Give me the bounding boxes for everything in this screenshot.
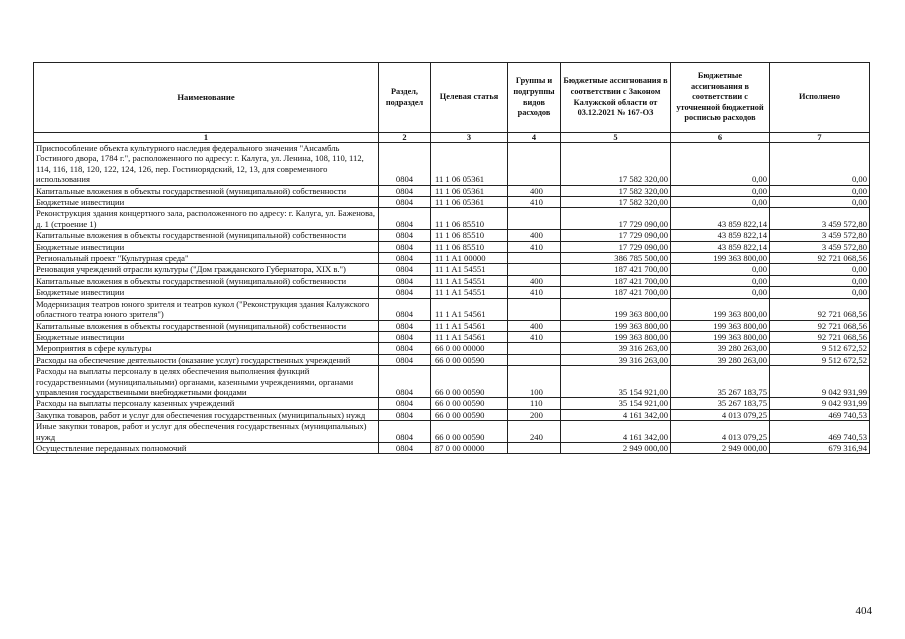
row-name: Капитальные вложения в объекты государственной (муниципальной) собственности <box>34 230 379 241</box>
row-executed: 9 042 931,99 <box>770 398 870 409</box>
row-name: Осуществление переданных полномочий <box>34 442 379 453</box>
header-budget-law: Бюджетные ассигнования в соответствии с Законом Калужской области от 03.12.2021 № 167-ОЗ <box>561 63 671 133</box>
row-budget-list: 0,00 <box>671 264 770 275</box>
row-executed: 679 316,94 <box>770 442 870 453</box>
row-executed: 0,00 <box>770 197 870 208</box>
row-section: 0804 <box>379 241 431 252</box>
page-number: 404 <box>855 605 872 617</box>
row-executed: 92 721 068,56 <box>770 331 870 342</box>
row-name: Реконструкция здания концертного зала, расположенного по адресу: г. Калуга, ул. Баженова, д. 1 (строение 1) <box>34 208 379 230</box>
row-group <box>508 343 561 354</box>
row-section: 0804 <box>379 287 431 298</box>
row-budget-law: 17 729 090,00 <box>561 241 671 252</box>
row-name: Капитальные вложения в объекты государственной (муниципальной) собственности <box>34 320 379 331</box>
table-row <box>34 331 870 342</box>
row-section: 0804 <box>379 398 431 409</box>
row-budget-law: 17 729 090,00 <box>561 230 671 241</box>
row-budget-law: 187 421 700,00 <box>561 275 671 286</box>
row-executed: 0,00 <box>770 143 870 186</box>
table-row <box>34 421 870 443</box>
row-target: 11 1 A1 54561 <box>431 331 508 342</box>
row-name: Иные закупки товаров, работ и услуг для обеспечения государственных (муниципальных) нужд <box>34 421 379 443</box>
row-section: 0804 <box>379 185 431 196</box>
row-target: 66 0 00 00000 <box>431 343 508 354</box>
row-name: Бюджетные инвестиции <box>34 197 379 208</box>
row-section: 0804 <box>379 442 431 453</box>
row-group: 200 <box>508 409 561 420</box>
row-executed: 92 721 068,56 <box>770 253 870 264</box>
row-section: 0804 <box>379 409 431 420</box>
table-row <box>34 409 870 420</box>
row-section: 0804 <box>379 143 431 186</box>
row-budget-law: 17 729 090,00 <box>561 208 671 230</box>
row-budget-law: 199 363 800,00 <box>561 320 671 331</box>
row-group: 110 <box>508 398 561 409</box>
row-name: Мероприятия в сфере культуры <box>34 343 379 354</box>
table-row <box>34 343 870 354</box>
header-groups: Группы и подгруппы видов расходов <box>508 63 561 133</box>
row-name: Расходы на выплаты персоналу в целях обеспечения выполнения функций государственными (муниципальными) органами, казенными учреждениями, органами управления государственными внебюджетными фондами <box>34 366 379 398</box>
row-target: 11 1 06 05361 <box>431 143 508 186</box>
row-budget-list: 39 280 263,00 <box>671 343 770 354</box>
row-budget-list: 4 013 079,25 <box>671 409 770 420</box>
row-budget-law: 17 582 320,00 <box>561 185 671 196</box>
row-budget-law: 199 363 800,00 <box>561 298 671 320</box>
row-budget-law: 187 421 700,00 <box>561 287 671 298</box>
row-group <box>508 298 561 320</box>
row-name: Приспособление объекта культурного наследия федерального значения "Ансамбль Гостиного двора, 1784 г.", расположенного по адресу: г. Калуга, ул. Ленина, 108, 110, 112, 114, 116, 118, 120, 122, 124, 126, пер. Гостинорядский, 12, 13, для современного использования <box>34 143 379 186</box>
row-budget-law: 4 161 342,00 <box>561 421 671 443</box>
row-group: 400 <box>508 275 561 286</box>
row-budget-list: 35 267 183,75 <box>671 398 770 409</box>
row-section: 0804 <box>379 197 431 208</box>
row-target: 66 0 00 00590 <box>431 354 508 365</box>
row-budget-law: 35 154 921,00 <box>561 366 671 398</box>
table-row <box>34 320 870 331</box>
row-target: 11 1 06 85510 <box>431 208 508 230</box>
row-executed: 3 459 572,80 <box>770 208 870 230</box>
table-row <box>34 354 870 365</box>
column-number: 1 <box>34 133 379 143</box>
row-group: 240 <box>508 421 561 443</box>
row-name: Бюджетные инвестиции <box>34 287 379 298</box>
row-budget-list: 0,00 <box>671 287 770 298</box>
row-target: 11 1 A1 54551 <box>431 264 508 275</box>
row-target: 66 0 00 00590 <box>431 366 508 398</box>
header-executed: Исполнено <box>770 63 870 133</box>
row-section: 0804 <box>379 208 431 230</box>
row-budget-list: 0,00 <box>671 143 770 186</box>
row-budget-list: 0,00 <box>671 275 770 286</box>
row-section: 0804 <box>379 354 431 365</box>
row-section: 0804 <box>379 230 431 241</box>
row-budget-law: 39 316 263,00 <box>561 354 671 365</box>
row-executed: 9 512 672,52 <box>770 343 870 354</box>
row-executed: 92 721 068,56 <box>770 298 870 320</box>
row-budget-list: 199 363 800,00 <box>671 331 770 342</box>
row-section: 0804 <box>379 264 431 275</box>
row-executed: 9 042 931,99 <box>770 366 870 398</box>
row-budget-law: 4 161 342,00 <box>561 409 671 420</box>
row-target: 66 0 00 00590 <box>431 421 508 443</box>
column-number-row <box>34 133 870 143</box>
row-name: Реновация учреждений отрасли культуры ("Дом гражданского Губернатора, XIX в.") <box>34 264 379 275</box>
row-executed: 469 740,53 <box>770 409 870 420</box>
column-number: 7 <box>770 133 870 143</box>
header-section: Раздел, подраздел <box>379 63 431 133</box>
table-row <box>34 398 870 409</box>
row-budget-list: 39 280 263,00 <box>671 354 770 365</box>
row-budget-law: 39 316 263,00 <box>561 343 671 354</box>
row-name: Региональный проект "Культурная среда" <box>34 253 379 264</box>
row-section: 0804 <box>379 298 431 320</box>
header-budget-list: Бюджетные ассигнования в соответствии с уточненной бюджетной росписью расходов <box>671 63 770 133</box>
row-budget-law: 386 785 500,00 <box>561 253 671 264</box>
row-target: 11 1 A1 00000 <box>431 253 508 264</box>
row-target: 11 1 06 85510 <box>431 230 508 241</box>
table-row <box>34 208 870 230</box>
row-group <box>508 253 561 264</box>
column-number: 4 <box>508 133 561 143</box>
row-name: Расходы на обеспечение деятельности (оказание услуг) государственных учреждений <box>34 354 379 365</box>
table-header-row <box>34 63 870 133</box>
row-name: Закупка товаров, работ и услуг для обеспечения государственных (муниципальных) нужд <box>34 409 379 420</box>
row-executed: 9 512 672,52 <box>770 354 870 365</box>
row-name: Капитальные вложения в объекты государственной (муниципальной) собственности <box>34 185 379 196</box>
row-budget-list: 199 363 800,00 <box>671 253 770 264</box>
row-executed: 92 721 068,56 <box>770 320 870 331</box>
row-budget-list: 35 267 183,75 <box>671 366 770 398</box>
row-name: Расходы на выплаты персоналу казенных учреждений <box>34 398 379 409</box>
table-row <box>34 143 870 186</box>
row-budget-list: 43 859 822,14 <box>671 208 770 230</box>
header-name: Наименование <box>34 63 379 133</box>
header-target: Целевая статья <box>431 63 508 133</box>
row-target: 87 0 00 00000 <box>431 442 508 453</box>
table-row <box>34 253 870 264</box>
row-executed: 0,00 <box>770 287 870 298</box>
table-row <box>34 298 870 320</box>
row-budget-list: 2 949 000,00 <box>671 442 770 453</box>
row-budget-list: 43 859 822,14 <box>671 230 770 241</box>
table-row <box>34 185 870 196</box>
row-target: 66 0 00 00590 <box>431 398 508 409</box>
row-executed: 3 459 572,80 <box>770 230 870 241</box>
table-row <box>34 197 870 208</box>
row-section: 0804 <box>379 366 431 398</box>
row-group: 400 <box>508 320 561 331</box>
row-target: 11 1 06 05361 <box>431 185 508 196</box>
row-executed: 469 740,53 <box>770 421 870 443</box>
table-row <box>34 287 870 298</box>
row-target: 11 1 06 85510 <box>431 241 508 252</box>
row-target: 66 0 00 00590 <box>431 409 508 420</box>
column-number: 3 <box>431 133 508 143</box>
row-budget-list: 199 363 800,00 <box>671 298 770 320</box>
row-group: 400 <box>508 230 561 241</box>
row-group <box>508 354 561 365</box>
row-section: 0804 <box>379 421 431 443</box>
row-target: 11 1 A1 54551 <box>431 275 508 286</box>
row-group: 410 <box>508 197 561 208</box>
row-budget-list: 4 013 079,25 <box>671 421 770 443</box>
row-name: Капитальные вложения в объекты государственной (муниципальной) собственности <box>34 275 379 286</box>
row-budget-law: 199 363 800,00 <box>561 331 671 342</box>
table-row <box>34 442 870 453</box>
row-section: 0804 <box>379 331 431 342</box>
row-group <box>508 442 561 453</box>
row-budget-law: 17 582 320,00 <box>561 197 671 208</box>
table-row <box>34 366 870 398</box>
column-number: 5 <box>561 133 671 143</box>
row-section: 0804 <box>379 320 431 331</box>
row-group: 100 <box>508 366 561 398</box>
row-budget-law: 35 154 921,00 <box>561 398 671 409</box>
row-budget-law: 17 582 320,00 <box>561 143 671 186</box>
row-group: 410 <box>508 331 561 342</box>
row-target: 11 1 A1 54551 <box>431 287 508 298</box>
row-section: 0804 <box>379 343 431 354</box>
row-executed: 0,00 <box>770 185 870 196</box>
row-name: Бюджетные инвестиции <box>34 241 379 252</box>
table-body <box>34 143 870 454</box>
row-budget-list: 0,00 <box>671 185 770 196</box>
row-group <box>508 208 561 230</box>
row-section: 0804 <box>379 253 431 264</box>
row-group: 410 <box>508 241 561 252</box>
column-number: 2 <box>379 133 431 143</box>
row-budget-law: 2 949 000,00 <box>561 442 671 453</box>
row-name: Модернизация театров юного зрителя и театров кукол ("Реконструкция здания Калужского областного театра юного зрителя") <box>34 298 379 320</box>
row-budget-law: 187 421 700,00 <box>561 264 671 275</box>
row-name: Бюджетные инвестиции <box>34 331 379 342</box>
row-section: 0804 <box>379 275 431 286</box>
row-budget-list: 0,00 <box>671 197 770 208</box>
table-row <box>34 230 870 241</box>
table-row <box>34 264 870 275</box>
row-group <box>508 264 561 275</box>
budget-table <box>33 62 870 454</box>
row-budget-list: 199 363 800,00 <box>671 320 770 331</box>
row-executed: 0,00 <box>770 264 870 275</box>
row-group <box>508 143 561 186</box>
budget-table-sheet <box>33 62 869 454</box>
row-group: 400 <box>508 185 561 196</box>
table-row <box>34 275 870 286</box>
row-executed: 0,00 <box>770 275 870 286</box>
row-group: 410 <box>508 287 561 298</box>
row-budget-list: 43 859 822,14 <box>671 241 770 252</box>
row-target: 11 1 A1 54561 <box>431 320 508 331</box>
row-executed: 3 459 572,80 <box>770 241 870 252</box>
row-target: 11 1 A1 54561 <box>431 298 508 320</box>
column-number: 6 <box>671 133 770 143</box>
table-row <box>34 241 870 252</box>
row-target: 11 1 06 05361 <box>431 197 508 208</box>
